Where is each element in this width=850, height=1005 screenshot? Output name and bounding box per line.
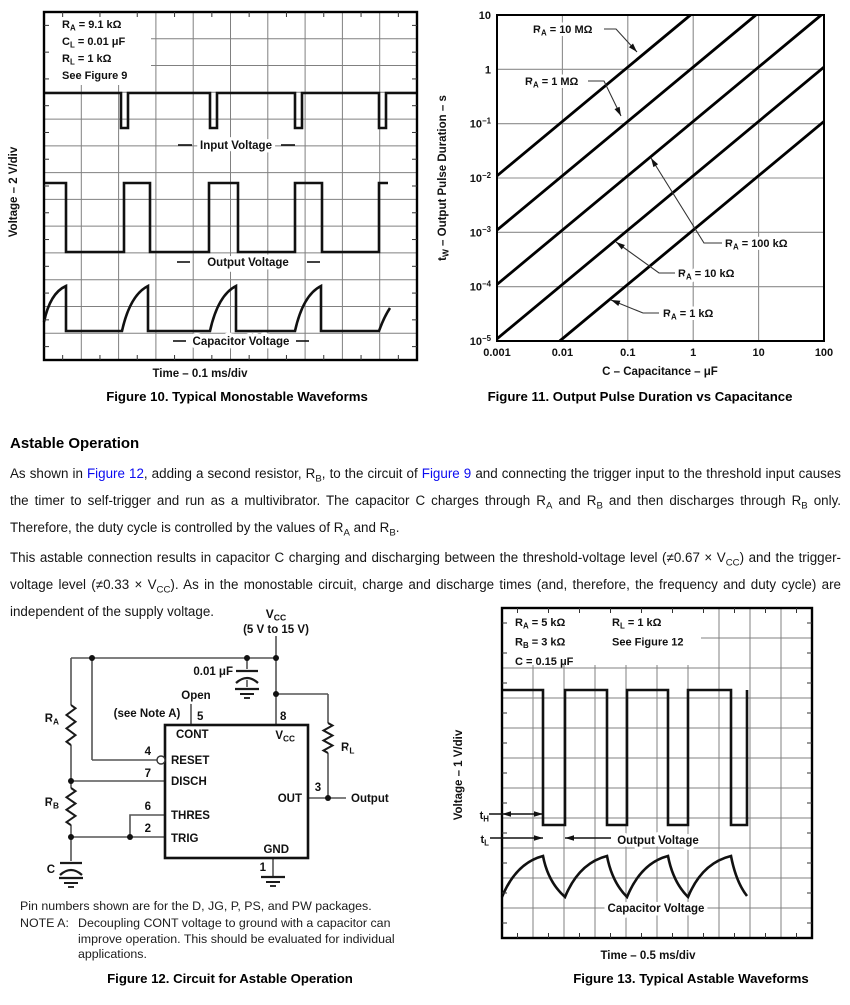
svg-text:0.01 μF: 0.01 μF xyxy=(193,666,233,678)
svg-text:C – Capacitance – μF: C – Capacitance – μF xyxy=(602,366,718,378)
svg-text:7: 7 xyxy=(144,768,151,780)
svg-text:CONT: CONT xyxy=(176,729,209,741)
svg-text:1: 1 xyxy=(259,862,266,874)
svg-text:Output Voltage: Output Voltage xyxy=(617,835,699,847)
svg-text:See Figure 12: See Figure 12 xyxy=(612,636,684,649)
svg-text:2: 2 xyxy=(144,823,151,835)
svg-text:RA = 100 kΩ: $R_A = 100$ kΩ xyxy=(725,238,788,252)
fig11-caption: Figure 11. Output Pulse Duration vs Capacitance xyxy=(487,389,793,404)
svg-text:1: 1 xyxy=(690,347,697,359)
svg-text:Output: Output xyxy=(351,793,389,805)
paragraph-astable-1 xyxy=(10,463,841,545)
svg-text:Capacitor Voltage: Capacitor Voltage xyxy=(607,903,705,915)
svg-text:(5 V to 15 V): (5 V to 15 V) xyxy=(243,624,309,636)
svg-text:0.1: 0.1 xyxy=(620,347,636,359)
svg-text:RL: $R_L$ xyxy=(341,742,355,756)
svg-text:tH: $t_H$ xyxy=(479,810,489,824)
svg-text:RA: $R_A$ xyxy=(44,713,59,727)
para2-run: This astable connection results in capacitor C charging and discharging between the threshold-voltage level $(\ne 0.67 \times V_{CC})$ and the trigger-voltage level $(\ne 0.33 \times V_{CC})$. As in the monostable circuit, charge and discharge times (and, therefore, the frequency and duty cycle) are independent of the supply voltage. xyxy=(10,550,841,620)
pin-packages-note: Pin numbers shown are for the D, JG, P, PS, and PW packages. xyxy=(20,899,372,913)
svg-text:6: 6 xyxy=(144,801,151,813)
svg-text:RA = 5 kΩ: $R_A = 5$ kΩ xyxy=(515,617,566,631)
svg-text:10−5: $10^{-5}$ xyxy=(469,333,491,348)
svg-text:10−4: $10^{-4}$ xyxy=(469,279,491,294)
note-a-label: NOTE A: xyxy=(20,915,69,930)
svg-text:Capacitor Voltage: Capacitor Voltage xyxy=(192,336,290,348)
fig11-chart xyxy=(437,10,833,378)
svg-text:1: 1 xyxy=(484,64,491,77)
svg-text:Time – 0.5 ms/div: Time – 0.5 ms/div xyxy=(600,950,696,962)
note-a-text: Decoupling CONT voltage to ground with a capacitor can improve operation. This should be evaluated for individual applications. xyxy=(78,915,395,962)
figure-12-link[interactable]: Figure 12 xyxy=(86,466,144,481)
figure-9-link[interactable]: Figure 9 xyxy=(421,466,472,481)
fig12-caption: Figure 12. Circuit for Astable Operation xyxy=(107,971,353,986)
svg-text:RA = 10 MΩ: $R_A = 10$ MΩ xyxy=(533,24,593,38)
svg-text:10−2: $10^{-2}$ xyxy=(469,170,491,185)
svg-text:RA = 10 kΩ: $R_A = 10$ kΩ xyxy=(678,268,735,282)
svg-text:3: 3 xyxy=(314,782,322,794)
fig10-chart xyxy=(8,12,417,380)
svg-text:GND: GND xyxy=(263,844,289,856)
svg-text:tL: $t_L$ xyxy=(480,834,489,848)
svg-text:RB = 3 kΩ: $R_B = 3$ kΩ xyxy=(515,636,566,650)
svg-text:5: 5 xyxy=(197,711,204,723)
svg-text:(see Note A): (see Note A) xyxy=(113,708,181,720)
svg-text:10−3: $10^{-3}$ xyxy=(469,225,491,240)
svg-text:C = 0.15 μF: C = 0.15 μF xyxy=(515,656,574,668)
svg-text:CL = 0.01 μF: $C_L = 0.01$ μF xyxy=(62,36,126,50)
svg-text:10: 10 xyxy=(752,347,765,359)
paragraph-astable-2 xyxy=(10,547,841,623)
section-heading: Astable Operation xyxy=(10,435,140,452)
svg-text:See Figure 9: See Figure 9 xyxy=(62,70,128,82)
svg-text:VCC: $V_{CC}$ xyxy=(275,730,295,744)
svg-text:RL = 1 kΩ: $R_L = 1$ kΩ xyxy=(62,53,112,67)
svg-text:RA = 1 kΩ: $R_A = 1$ kΩ xyxy=(663,308,714,322)
svg-text:Open: Open xyxy=(181,690,211,702)
fig13-caption: Figure 13. Typical Astable Waveforms xyxy=(573,971,809,986)
svg-text:THRES: THRES xyxy=(171,810,210,822)
svg-text:RA = 1 MΩ: $R_A = 1$ MΩ xyxy=(525,76,579,90)
svg-text:RESET: RESET xyxy=(171,755,210,767)
svg-text:DISCH: DISCH xyxy=(171,776,207,788)
svg-text:0.001: 0.001 xyxy=(483,347,511,359)
svg-text:TRIG: TRIG xyxy=(171,833,199,845)
svg-text:VCC: $V_{CC}$ xyxy=(265,607,287,623)
svg-text:RL = 1 kΩ: $R_L = 1$ kΩ xyxy=(612,617,662,631)
svg-text:8: 8 xyxy=(280,711,287,723)
svg-text:10: 10 xyxy=(478,10,491,22)
svg-text:OUT: OUT xyxy=(277,793,302,805)
svg-text:10−1: $10^{-1}$ xyxy=(469,116,491,131)
svg-text:100: 100 xyxy=(814,347,834,359)
svg-text:RA = 9.1 kΩ: $R_A = 9.1$ kΩ xyxy=(62,19,122,33)
svg-text:4: 4 xyxy=(144,746,151,758)
para1-run: As shown in xyxy=(10,466,87,481)
svg-text:Output Voltage: Output Voltage xyxy=(207,257,289,269)
svg-text:Time – 0.1 ms/div: Time – 0.1 ms/div xyxy=(152,368,248,380)
fig12-circuit xyxy=(45,607,389,887)
svg-text:C: C xyxy=(46,864,55,876)
fig12-notes xyxy=(20,899,428,963)
svg-text:Voltage – 1 V/div: Voltage – 1 V/div xyxy=(453,729,465,821)
svg-text:Voltage – 2 V/div: Voltage – 2 V/div xyxy=(8,146,20,238)
svg-text:Input Voltage: Input Voltage xyxy=(200,140,272,152)
para1-run: , adding a second resistor, $R_B$, to the circuit of xyxy=(143,466,422,485)
fig13-chart xyxy=(453,608,812,962)
fig10-caption: Figure 10. Typical Monostable Waveforms xyxy=(106,389,368,404)
svg-text:RB: $R_B$ xyxy=(44,797,59,811)
para1-run: and connecting the trigger input to the threshold input causes the timer to self-trigger and run as a multivibrator. The capacitor C charges through $R_A$ and $R_B$ and then discharges through $R_B$ only. Therefore, the duty cycle is controlled by the values of $R_A$ and $R_B$. xyxy=(10,466,841,540)
svg-text:tW – Output Pulse Duration – s: $t_W$ – Output Pulse Duration – s xyxy=(437,95,451,261)
svg-text:0.01: 0.01 xyxy=(551,347,574,359)
